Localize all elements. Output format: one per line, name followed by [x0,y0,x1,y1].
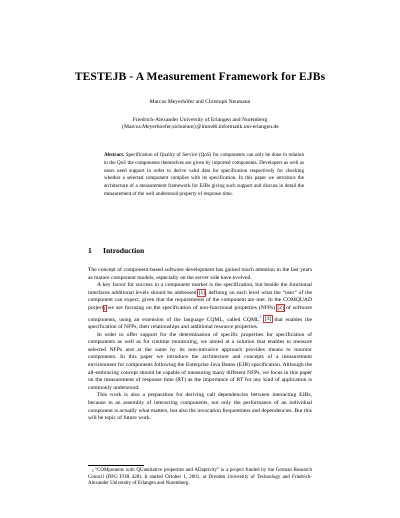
author-names: Marcus Meyerhöfer and Christoph Neumann [149,99,251,105]
affiliation: Friedrich-Alexander University of Erlangen and Nuremberg [132,117,268,123]
footnote-text: “COMponents with QUantitative properties and ADaptivity” is a project funded by the German Research Council (DFG FOR 428). It started October 1, 2001, at Dresden University of Technology and Friedrich-Alexander University of Erlangen and Nuremberg. [88,468,312,487]
abstract-label: Abstract. [104,152,125,158]
abstract [104,152,304,199]
citation-link[interactable]: [1] [198,289,206,296]
citation-link[interactable]: [2] [277,304,284,311]
abstract-text: Specification of Quality of Service (QoS) for components can only be done in relation to the QoS the components themselves are given by imported components. Developers as well as users need support in order to derive valid data for specification respectively for checking whether a selected component complies with its specification. In this paper we introduce the architecture of a measurement framework for EJBs giving such support and discuss in detail the measurement of the well understood property of response time. [104,152,304,197]
superscript-plus: + [259,313,262,319]
footnote-mark: 1 [92,469,94,473]
paragraph: The concept of component-based software development has gained much attention in the last years as mature component models, especially on the server side have evolved. [88,267,312,281]
paragraph: In order to offer support for the determination of specific properties for specification of components as well as for runtime monitoring, we aimed at a solution that enables to measure selected NFPs and at the same by its non-intrusive approach provides means to monitor components. In this paper we introduce the architecture and concepts of a measurement environment for components following the Enterprise Java Beans (EJB) specification. Although the all-embracing concept should be capable of measuring many different NFPs, we focus in this paper on the measurement of response time (RT) as the importance of RT for any kind of application is commonly understood. [88,331,312,391]
section-number: 1 [88,246,92,255]
footnote-divider [88,465,144,466]
footnote [88,468,312,488]
section-heading [88,246,144,255]
citation-link[interactable]: [3] [264,316,272,323]
paper-title: TESTEJB - A Measurement Framework for EJBs [74,70,326,83]
section-title: Introduction [103,246,145,255]
paragraph: This work is also a preparation for deriving call dependencies between interacting EJBs, because in an assembly of interacting components, not only the performance of an individual component is actually what matters, but also the invocation frequentness and dependencies. But this will be topic of future work. [88,392,312,422]
body-text [88,267,312,423]
paragraph: A key factor for success in a component market is the specification, but beside the functional interfaces additional levels should be addressed [1], defining on each level what the “user” of the component can expect, given that the requirements of the component are met. In the COMQUAD project$^1$ we are focusing on the specification of non-functional properties (NFPs) [2] of software components, using an extension of the language CQML, called CQML+ [3] that enables the specification of NFPs, their relationships and additional resource properties. [88,282,313,331]
author-emails: {Marcus.Meyerhoefer,sichneum}@immd6.informatik.uni-erlangen.de [121,124,279,130]
footnote-link[interactable]: 1 [103,305,106,311]
